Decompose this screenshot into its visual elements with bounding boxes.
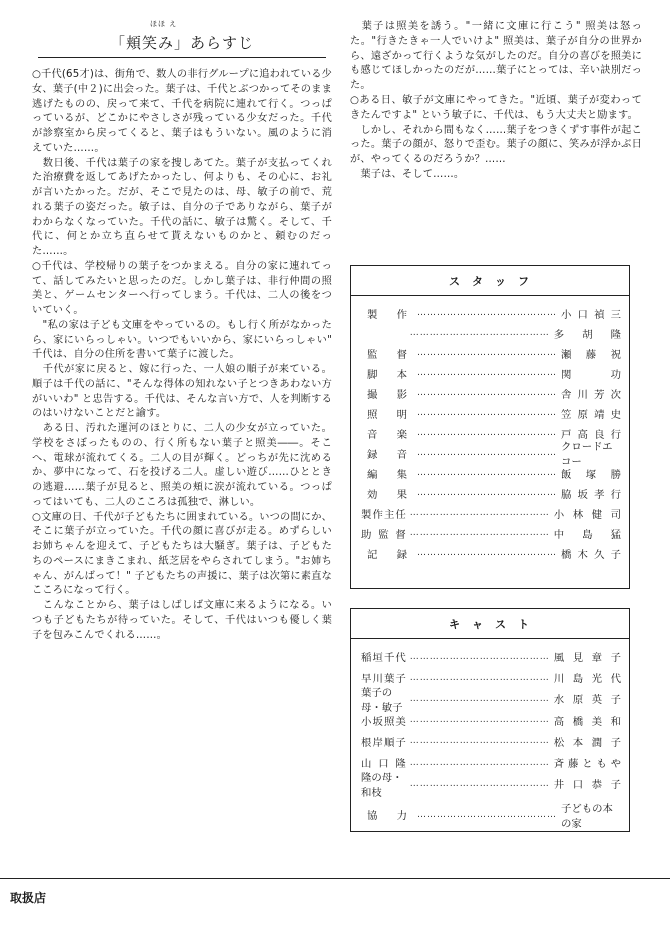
cast-name: 斉 藤 と も や <box>553 758 621 771</box>
staff-name: 舎 川 芳 次 <box>561 388 621 401</box>
synopsis-paragraph: 葉子は照美を誘う。"一緒に文庫に行こう" 照美は怒った。"行きたきゃ一人でいけよ" 照美は、葉子が自分の世界から、遠ざかって行くような気がしたのだ。自分の喜びを照美にも感じてほしかったのだが……葉子にとっては、辛い訣別だった。 <box>350 21 642 92</box>
cast-heading: キャスト <box>351 609 629 639</box>
synopsis-paragraph: ○ある日、敏子が文庫にやってきた。"近頃、葉子が変わってきたんですよ" という敏子に、千代は、もう大丈夫と励ます。 <box>350 94 642 121</box>
staff-role: 製 作 主 任 <box>361 508 406 521</box>
leader-dots: …………………………………… <box>417 348 557 358</box>
leader-dots: …………………………………… <box>409 757 550 768</box>
staff-heading: スタッフ <box>351 266 629 296</box>
cast-name: 松 本 潤 子 <box>553 736 621 749</box>
staff-box <box>350 265 630 589</box>
staff-name: 飯 塚 勝 <box>561 468 621 481</box>
cast-box <box>350 608 630 832</box>
footer-divider <box>0 878 670 879</box>
staff-role: 助 監 督 <box>361 528 406 541</box>
synopsis-column <box>32 18 332 643</box>
staff-role: 録 音 <box>367 448 407 461</box>
cast-name: 高 橋 美 和 <box>553 715 621 728</box>
cast-role: 葉子の母・敏子 <box>361 686 403 714</box>
cast-role: 稲 垣 千 代 <box>361 652 406 665</box>
staff-row <box>359 463 621 483</box>
staff-row <box>359 343 621 363</box>
cast-name: 水 原 英 子 <box>553 694 621 707</box>
synopsis-header <box>32 18 332 58</box>
synopsis-paragraph: 葉子は、そして……。 <box>350 168 465 180</box>
leader-dots: …………………………………… <box>417 368 557 378</box>
leader-dots: …………………………………… <box>417 448 557 458</box>
staff-name: 瀬 藤 祝 <box>561 348 621 361</box>
leader-dots: …………………………………… <box>409 328 550 338</box>
cast-role: 協 力 <box>367 810 407 823</box>
cast-row <box>359 731 621 752</box>
staff-name: 関 功 <box>561 368 621 381</box>
title-underline <box>38 57 326 58</box>
staff-row <box>359 483 621 503</box>
staff-name: クロードエコー <box>561 441 613 468</box>
cast-role: 早 川 葉 子 <box>361 673 406 686</box>
staff-row <box>359 441 621 468</box>
leader-dots: …………………………………… <box>417 408 557 418</box>
cast-row <box>359 710 621 731</box>
cast-role: 隆の母・和枝 <box>361 771 403 799</box>
leader-dots: …………………………………… <box>417 809 557 820</box>
cast-row <box>359 771 621 799</box>
leader-dots: …………………………………… <box>409 778 550 789</box>
synopsis-title: 「頬笑み」あらすじ <box>109 34 254 52</box>
staff-role: 脚 本 <box>367 368 407 381</box>
staff-name: 小 林 健 司 <box>553 508 621 521</box>
leader-dots: …………………………………… <box>417 428 557 438</box>
synopsis-paragraph: ○千代(65才)は、街角で、数人の非行グループに追われている少女、葉子(中２)に出会った。葉子は、千代とぶつかってそのまま逃げたものの、戻って来て、千代を病院に連れて行く。つっぱっているが、どこかにやさしさが残っている少女だった。千代が診察室から戻ってくると、葉子はもういない。風のように消えていた……。 <box>32 69 332 154</box>
cast-role: 小 坂 照 美 <box>361 715 406 728</box>
synopsis-paragraph: ある日、汚れた運河のほとりに、二人の少女が立っていた。学校をさぼったものの、行く所もない葉子と照美――。そこへ、電球が流れてくる。二人の目が輝く。どっちが先に沈めるか、夢中になって、石を投げる二人。虚しい遊び……ひとときの逃避……葉子が見ると、照美の頬に涙が流れている。つっぱってはいても、二人のこころは孤独で、淋しい。 <box>32 423 332 508</box>
leader-dots: …………………………………… <box>417 468 557 478</box>
cast-row <box>359 686 621 714</box>
leader-dots: …………………………………… <box>417 308 557 318</box>
staff-name: 中 島 猛 <box>553 528 621 541</box>
leader-dots: …………………………………… <box>409 672 550 683</box>
staff-role: 照 明 <box>367 408 407 421</box>
cast-list <box>351 639 629 830</box>
staff-role: 音 楽 <box>367 428 407 441</box>
leader-dots: …………………………………… <box>409 715 550 726</box>
staff-row <box>359 523 621 543</box>
staff-name: 笠 原 靖 史 <box>561 408 621 421</box>
staff-role: 記 録 <box>367 548 407 561</box>
leader-dots: …………………………………… <box>417 488 557 498</box>
synopsis-body-right <box>350 20 642 183</box>
staff-row <box>359 303 621 323</box>
cast-row <box>359 646 621 667</box>
staff-role: 編 集 <box>367 468 407 481</box>
leader-dots: …………………………………… <box>409 693 550 704</box>
staff-row <box>359 363 621 383</box>
leader-dots: …………………………………… <box>409 528 550 538</box>
leader-dots: …………………………………… <box>417 388 557 398</box>
staff-name: 多 胡 隆 <box>553 328 621 341</box>
synopsis-paragraph: ○文庫の日、千代が子どもたちに囲まれている。いつの間にか、そこに葉子が立っていた。千代の顔に喜びが走る。めずらしいお姉ちゃんを迎えて、子どもたちは大騒ぎ。葉子は、子どもたちのペースにまきこまれ、紙芝居をやらされてしまう。"お姉ちゃん、がんばって！" 子どもたちの声援に、葉子は次第に素直なこころになって行く。 <box>32 511 332 597</box>
cast-name: 子どもの本の家 <box>561 802 613 830</box>
staff-role: 効 果 <box>367 488 407 501</box>
leader-dots: …………………………………… <box>409 736 550 747</box>
cast-role: 根 岸 順 子 <box>361 736 406 749</box>
cast-role: 山 口 隆 <box>361 758 406 771</box>
synopsis-paragraph: ○千代は、学校帰りの葉子をつかまえる。自分の家に連れてって、話してみたいと思ったのだ。しかし葉子は、非行仲間の照美と、ゲームセンターへ行ってしまう。千代は、二人の後をついていく。 <box>32 260 332 316</box>
staff-name: 小 口 禎 三 <box>561 308 621 321</box>
staff-name: 脇 坂 孝 行 <box>561 488 621 501</box>
staff-row <box>359 403 621 423</box>
staff-list <box>351 296 629 563</box>
cast-name: 川 島 光 代 <box>553 673 621 686</box>
staff-role: 撮 影 <box>367 388 407 401</box>
leader-dots: …………………………………… <box>417 548 557 558</box>
cast-name: 風 見 章 子 <box>553 652 621 665</box>
synopsis-paragraph: しかし、それから間もなく……葉子をつきくずす事件が起こった。葉子の顔が、怒りで歪む。葉子の顔に、笑みが浮かぶ日が、やってくるのだろうか？…… <box>350 124 642 166</box>
synopsis-paragraph: 千代が家に戻ると、嫁に行った、一人娘の順子が来ている。順子は千代の話に、"そんな得体の知れない子とつきあわない方がいいわ" と忠告する。千代は、そんな言い方で、人を判断するのはいけないことだと諭す。 <box>32 364 332 420</box>
cooperation-row <box>359 802 621 830</box>
synopsis-body-left <box>32 68 332 643</box>
cast-name: 井 口 恭 子 <box>553 779 621 792</box>
synopsis-paragraph: 数日後、千代は葉子の家を捜しあてた。葉子が支払ってくれた治療費を返してあげたかったし、何よりも、その心に、お礼が言いたかった。だが、そこで見たのは、母、敏子の前で、荒れる葉子の姿だった。敏子は、自分の子でありながら、葉子がわからなくなっていた。千代の話に、敏子は驚く。そして、千代に、何とか立ち直らせて貰えないものかと、頼むのだった……。 <box>32 157 332 257</box>
synopsis-paragraph: "私の家は子ども文庫をやっているの。もし行く所がなかったら、家にいらっしゃい。いつでもいいから、家にいらっしゃい" 千代は、自分の住所を書いて葉子に渡した。 <box>32 319 332 361</box>
leader-dots: …………………………………… <box>409 508 550 518</box>
staff-name: 戸 高 良 行 <box>561 428 621 441</box>
staff-row <box>359 503 621 523</box>
staff-row <box>359 383 621 403</box>
staff-row <box>359 323 621 343</box>
distributor-label: 取扱店 <box>10 891 47 905</box>
synopsis-paragraph: こんなことから、葉子はしばしば文庫に来るようになる。いつも子どもたちが待っていた。そして、千代はいつも優しく葉子を包みこんでくれる……。 <box>32 600 332 641</box>
staff-role: 監 督 <box>367 348 407 361</box>
title-ruby: ほほ え <box>150 20 178 28</box>
staff-role: 製 作 <box>367 308 407 321</box>
staff-name: 橋 木 久 子 <box>561 548 621 561</box>
staff-row <box>359 543 621 563</box>
leader-dots: …………………………………… <box>409 651 550 662</box>
